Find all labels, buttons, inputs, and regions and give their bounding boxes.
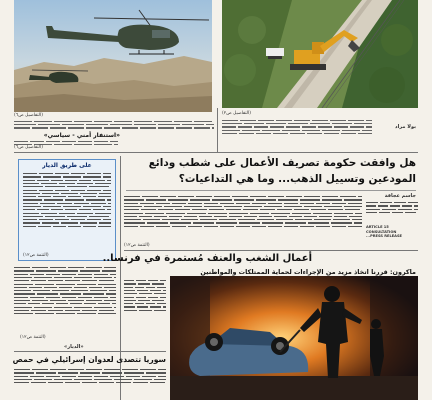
main-story-text — [124, 194, 362, 244]
riot-photo — [170, 276, 418, 400]
editorial-box — [18, 159, 116, 261]
main-headline-line1: هل وافقت حكومة تصريف الأعمال على شطب ودائع — [148, 157, 416, 169]
syria-headline: سوريا تتصدى لعدوان إسرائيلي في حمص — [12, 355, 166, 364]
left-column-headline: «استنفار أمني - سياسي» — [43, 132, 120, 139]
author-name: جاسم عجاقة — [384, 193, 416, 199]
syria-divider — [14, 351, 166, 352]
excavator-photo-svg — [222, 0, 418, 108]
helicopter-photo — [14, 0, 212, 112]
left-lower-text — [14, 265, 116, 345]
editorial-box-note: (التتمة ص١٢) — [23, 253, 49, 258]
france-story-text — [124, 278, 166, 348]
editorial-box-title: على طريق الديار — [42, 162, 92, 169]
section-divider — [14, 152, 418, 153]
main-story-note: (التتمة ص١٢) — [124, 243, 150, 248]
english-line-1: ARTICLE 15 CONSULTATION — [366, 225, 397, 234]
english-line-2: ...PRESS RELEASE — [366, 234, 403, 239]
editorial-bottom-note: (التتمة ص١٢) — [20, 335, 46, 340]
helicopter-caption: (التفاصيل ص٦) — [14, 113, 44, 118]
english-lines — [366, 225, 418, 239]
riot-photo-svg — [170, 276, 418, 400]
mid-divider — [124, 250, 418, 251]
main-headline-underline — [126, 190, 416, 191]
main-headline-line2: المودعين وتسييل الذهب... وما هي التداعيات؟ — [178, 173, 416, 185]
excavator-text — [222, 118, 372, 150]
column-divider — [217, 108, 218, 152]
france-subheadline: ماكرون: قررنا اتخاذ مزيد من الإجراءات لحماية الممتلكات والمواطنين — [200, 268, 416, 276]
excavator-photo — [222, 0, 418, 108]
excavator-caption: (التفاصيل ص٢) — [222, 111, 252, 116]
editorial-box-text — [19, 169, 115, 231]
byline: بولا مراد — [395, 124, 416, 130]
editorial-signature: «الديار» — [64, 344, 84, 350]
syria-story-text — [14, 367, 166, 399]
left-note: (التفاصيل ص٦) — [14, 145, 44, 150]
helicopter-photo-svg — [14, 0, 212, 112]
france-headline: أعمال الشغب والعنف مُستمرة في فرنسا.. — [102, 253, 312, 264]
